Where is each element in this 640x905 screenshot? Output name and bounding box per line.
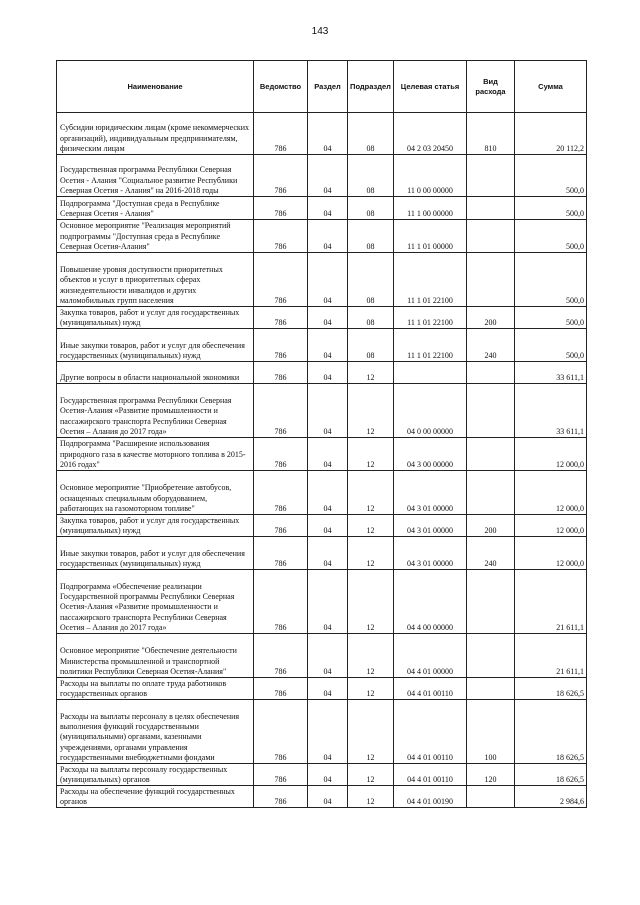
cell-subsection: 08 bbox=[348, 329, 394, 362]
header-row bbox=[57, 61, 587, 113]
table-row bbox=[57, 220, 587, 253]
cell-expense-type: 200 bbox=[467, 307, 515, 329]
cell-target-article: 04 4 01 00110 bbox=[394, 700, 467, 764]
cell-subsection: 12 bbox=[348, 515, 394, 537]
cell-section: 04 bbox=[308, 307, 348, 329]
cell-expense-type: 240 bbox=[467, 537, 515, 570]
cell-department: 786 bbox=[254, 220, 308, 253]
cell-name: Другие вопросы в области национальной экономики bbox=[57, 362, 254, 384]
cell-department: 786 bbox=[254, 155, 308, 197]
cell-subsection: 12 bbox=[348, 700, 394, 764]
cell-section: 04 bbox=[308, 113, 348, 155]
cell-name: Подпрограмма "Расширение использования природного газа в качестве моторного топлива в 2015-2016 годах" bbox=[57, 438, 254, 471]
cell-department: 786 bbox=[254, 515, 308, 537]
cell-expense-type bbox=[467, 678, 515, 700]
cell-section: 04 bbox=[308, 700, 348, 764]
table-row bbox=[57, 197, 587, 220]
cell-section: 04 bbox=[308, 678, 348, 700]
cell-department: 786 bbox=[254, 438, 308, 471]
cell-amount: 12 000,0 bbox=[515, 471, 587, 515]
header-expense-type: Вид расхода bbox=[467, 61, 515, 113]
header-target-article: Целевая статья bbox=[394, 61, 467, 113]
table-body bbox=[57, 113, 587, 808]
cell-target-article: 04 4 01 00000 bbox=[394, 634, 467, 678]
cell-expense-type bbox=[467, 362, 515, 384]
cell-section: 04 bbox=[308, 438, 348, 471]
table-row bbox=[57, 537, 587, 570]
cell-target-article: 04 3 01 00000 bbox=[394, 471, 467, 515]
cell-target-article: 04 4 00 00000 bbox=[394, 570, 467, 634]
cell-section: 04 bbox=[308, 362, 348, 384]
table-row bbox=[57, 155, 587, 197]
cell-subsection: 12 bbox=[348, 384, 394, 438]
cell-amount: 18 626,5 bbox=[515, 678, 587, 700]
cell-subsection: 12 bbox=[348, 438, 394, 471]
cell-name: Расходы на обеспечение функций государственных органов bbox=[57, 786, 254, 808]
cell-target-article: 11 1 01 22100 bbox=[394, 253, 467, 307]
table-row bbox=[57, 329, 587, 362]
cell-name: Расходы на выплаты персоналу в целях обеспечения выполнения функций государственными (муниципальными) органами, казенными учреждениями, органами управления государственными внебюджетными фондами bbox=[57, 700, 254, 764]
cell-amount: 12 000,0 bbox=[515, 515, 587, 537]
cell-target-article: 11 1 01 22100 bbox=[394, 329, 467, 362]
cell-subsection: 12 bbox=[348, 786, 394, 808]
cell-target-article: 04 3 00 00000 bbox=[394, 438, 467, 471]
table-row bbox=[57, 362, 587, 384]
table-row bbox=[57, 438, 587, 471]
cell-department: 786 bbox=[254, 678, 308, 700]
cell-subsection: 08 bbox=[348, 155, 394, 197]
cell-amount: 500,0 bbox=[515, 220, 587, 253]
table-row bbox=[57, 307, 587, 329]
cell-subsection: 12 bbox=[348, 471, 394, 515]
header-department: Ведомство bbox=[254, 61, 308, 113]
cell-section: 04 bbox=[308, 155, 348, 197]
cell-subsection: 08 bbox=[348, 197, 394, 220]
cell-department: 786 bbox=[254, 634, 308, 678]
cell-department: 786 bbox=[254, 113, 308, 155]
cell-target-article: 11 1 01 22100 bbox=[394, 307, 467, 329]
cell-section: 04 bbox=[308, 764, 348, 786]
cell-subsection: 12 bbox=[348, 537, 394, 570]
cell-subsection: 12 bbox=[348, 362, 394, 384]
cell-name: Закупка товаров, работ и услуг для государственных (муниципальных) нужд bbox=[57, 515, 254, 537]
table-row bbox=[57, 570, 587, 634]
cell-section: 04 bbox=[308, 515, 348, 537]
cell-expense-type: 120 bbox=[467, 764, 515, 786]
cell-target-article: 11 1 01 00000 bbox=[394, 220, 467, 253]
budget-table bbox=[56, 60, 587, 808]
table-row bbox=[57, 634, 587, 678]
cell-amount: 500,0 bbox=[515, 197, 587, 220]
cell-target-article: 04 2 03 20450 bbox=[394, 113, 467, 155]
cell-amount: 500,0 bbox=[515, 329, 587, 362]
cell-name: Основное мероприятие "Реализация мероприятий подпрограммы "Доступная среда в Республике Северная Осетия-Алания" bbox=[57, 220, 254, 253]
cell-amount: 21 611,1 bbox=[515, 634, 587, 678]
cell-name: Расходы на выплаты по оплате труда работников государственных органов bbox=[57, 678, 254, 700]
cell-amount: 33 611,1 bbox=[515, 362, 587, 384]
cell-name: Подпрограмма «Обеспечение реализации Государственной программы Республики Северная Осетия-Алания «Развитие промышленности и пассажирского транспорта Республики Северная Осетия – Алания до 2017 года» bbox=[57, 570, 254, 634]
cell-section: 04 bbox=[308, 253, 348, 307]
cell-name: Подпрограмма "Доступная среда в Республике Северная Осетия - Алания" bbox=[57, 197, 254, 220]
table-row bbox=[57, 786, 587, 808]
cell-department: 786 bbox=[254, 329, 308, 362]
cell-name: Повышение уровня доступности приоритетных объектов и услуг в приоритетных сферах жизнедеятельности инвалидов и других маломобильных групп населения bbox=[57, 253, 254, 307]
header-subsection: Подраздел bbox=[348, 61, 394, 113]
cell-expense-type bbox=[467, 197, 515, 220]
cell-subsection: 12 bbox=[348, 570, 394, 634]
cell-expense-type bbox=[467, 155, 515, 197]
cell-subsection: 12 bbox=[348, 678, 394, 700]
cell-department: 786 bbox=[254, 253, 308, 307]
cell-name: Основное мероприятие "Обеспечение деятельности Министерства промышленной и транспортной политики Республики Северная Осетия-Алания" bbox=[57, 634, 254, 678]
cell-amount: 33 611,1 bbox=[515, 384, 587, 438]
cell-target-article bbox=[394, 362, 467, 384]
cell-subsection: 12 bbox=[348, 764, 394, 786]
cell-department: 786 bbox=[254, 764, 308, 786]
cell-section: 04 bbox=[308, 220, 348, 253]
cell-expense-type bbox=[467, 253, 515, 307]
cell-section: 04 bbox=[308, 786, 348, 808]
cell-expense-type: 240 bbox=[467, 329, 515, 362]
cell-target-article: 04 3 01 00000 bbox=[394, 515, 467, 537]
table-row bbox=[57, 253, 587, 307]
cell-amount: 20 112,2 bbox=[515, 113, 587, 155]
cell-section: 04 bbox=[308, 570, 348, 634]
table-row bbox=[57, 515, 587, 537]
table-header bbox=[57, 61, 587, 113]
cell-name: Закупка товаров, работ и услуг для государственных (муниципальных) нужд bbox=[57, 307, 254, 329]
cell-amount: 500,0 bbox=[515, 307, 587, 329]
cell-amount: 21 611,1 bbox=[515, 570, 587, 634]
header-section: Раздел bbox=[308, 61, 348, 113]
table-row bbox=[57, 113, 587, 155]
table-row bbox=[57, 384, 587, 438]
cell-expense-type: 100 bbox=[467, 700, 515, 764]
cell-subsection: 08 bbox=[348, 253, 394, 307]
cell-section: 04 bbox=[308, 634, 348, 678]
cell-section: 04 bbox=[308, 537, 348, 570]
cell-name: Основное мероприятие "Приобретение автобусов, оснащенных специальным оборудованием, работающих на газомоторном топливе" bbox=[57, 471, 254, 515]
cell-name: Расходы на выплаты персоналу государственных (муниципальных) органов bbox=[57, 764, 254, 786]
cell-target-article: 04 4 01 00110 bbox=[394, 678, 467, 700]
table-row bbox=[57, 764, 587, 786]
cell-expense-type: 200 bbox=[467, 515, 515, 537]
cell-amount: 12 000,0 bbox=[515, 438, 587, 471]
cell-target-article: 04 3 01 00000 bbox=[394, 537, 467, 570]
cell-name: Иные закупки товаров, работ и услуг для обеспечения государственных (муниципальных) нужд bbox=[57, 329, 254, 362]
cell-subsection: 08 bbox=[348, 307, 394, 329]
table-row bbox=[57, 700, 587, 764]
page-number: 143 bbox=[311, 26, 329, 37]
cell-expense-type bbox=[467, 471, 515, 515]
cell-expense-type bbox=[467, 438, 515, 471]
cell-expense-type bbox=[467, 384, 515, 438]
table-row bbox=[57, 471, 587, 515]
cell-section: 04 bbox=[308, 329, 348, 362]
cell-amount: 500,0 bbox=[515, 155, 587, 197]
cell-expense-type bbox=[467, 786, 515, 808]
cell-department: 786 bbox=[254, 700, 308, 764]
cell-amount: 12 000,0 bbox=[515, 537, 587, 570]
header-amount: Сумма bbox=[515, 61, 587, 113]
cell-name: Иные закупки товаров, работ и услуг для обеспечения государственных (муниципальных) нужд bbox=[57, 537, 254, 570]
cell-name: Субсидии юридическим лицам (кроме некоммерческих организаций), индивидуальным предпринимателям, физическим лицам bbox=[57, 113, 254, 155]
cell-target-article: 04 4 01 00110 bbox=[394, 764, 467, 786]
table-row bbox=[57, 678, 587, 700]
cell-department: 786 bbox=[254, 384, 308, 438]
cell-amount: 18 626,5 bbox=[515, 764, 587, 786]
cell-section: 04 bbox=[308, 197, 348, 220]
cell-department: 786 bbox=[254, 362, 308, 384]
cell-department: 786 bbox=[254, 786, 308, 808]
cell-target-article: 04 4 01 00190 bbox=[394, 786, 467, 808]
cell-subsection: 08 bbox=[348, 220, 394, 253]
cell-amount: 18 626,5 bbox=[515, 700, 587, 764]
cell-department: 786 bbox=[254, 307, 308, 329]
cell-expense-type: 810 bbox=[467, 113, 515, 155]
cell-target-article: 11 0 00 00000 bbox=[394, 155, 467, 197]
cell-department: 786 bbox=[254, 471, 308, 515]
cell-expense-type bbox=[467, 570, 515, 634]
cell-subsection: 08 bbox=[348, 113, 394, 155]
cell-department: 786 bbox=[254, 570, 308, 634]
cell-section: 04 bbox=[308, 471, 348, 515]
cell-amount: 2 984,6 bbox=[515, 786, 587, 808]
cell-section: 04 bbox=[308, 384, 348, 438]
cell-department: 786 bbox=[254, 197, 308, 220]
cell-target-article: 04 0 00 00000 bbox=[394, 384, 467, 438]
cell-department: 786 bbox=[254, 537, 308, 570]
header-name: Наименование bbox=[57, 61, 254, 113]
cell-subsection: 12 bbox=[348, 634, 394, 678]
cell-target-article: 11 1 00 00000 bbox=[394, 197, 467, 220]
cell-name: Государственная программа Республики Северная Осетия-Алания «Развитие промышленности и пассажирского транспорта Республики Северная Осетия – Алания до 2017 года» bbox=[57, 384, 254, 438]
cell-amount: 500,0 bbox=[515, 253, 587, 307]
cell-expense-type bbox=[467, 634, 515, 678]
cell-name: Государственная программа Республики Северная Осетия - Алания "Социальное развитие Республики Северная Осетия - Алания" на 2016-2018 годы bbox=[57, 155, 254, 197]
cell-expense-type bbox=[467, 220, 515, 253]
